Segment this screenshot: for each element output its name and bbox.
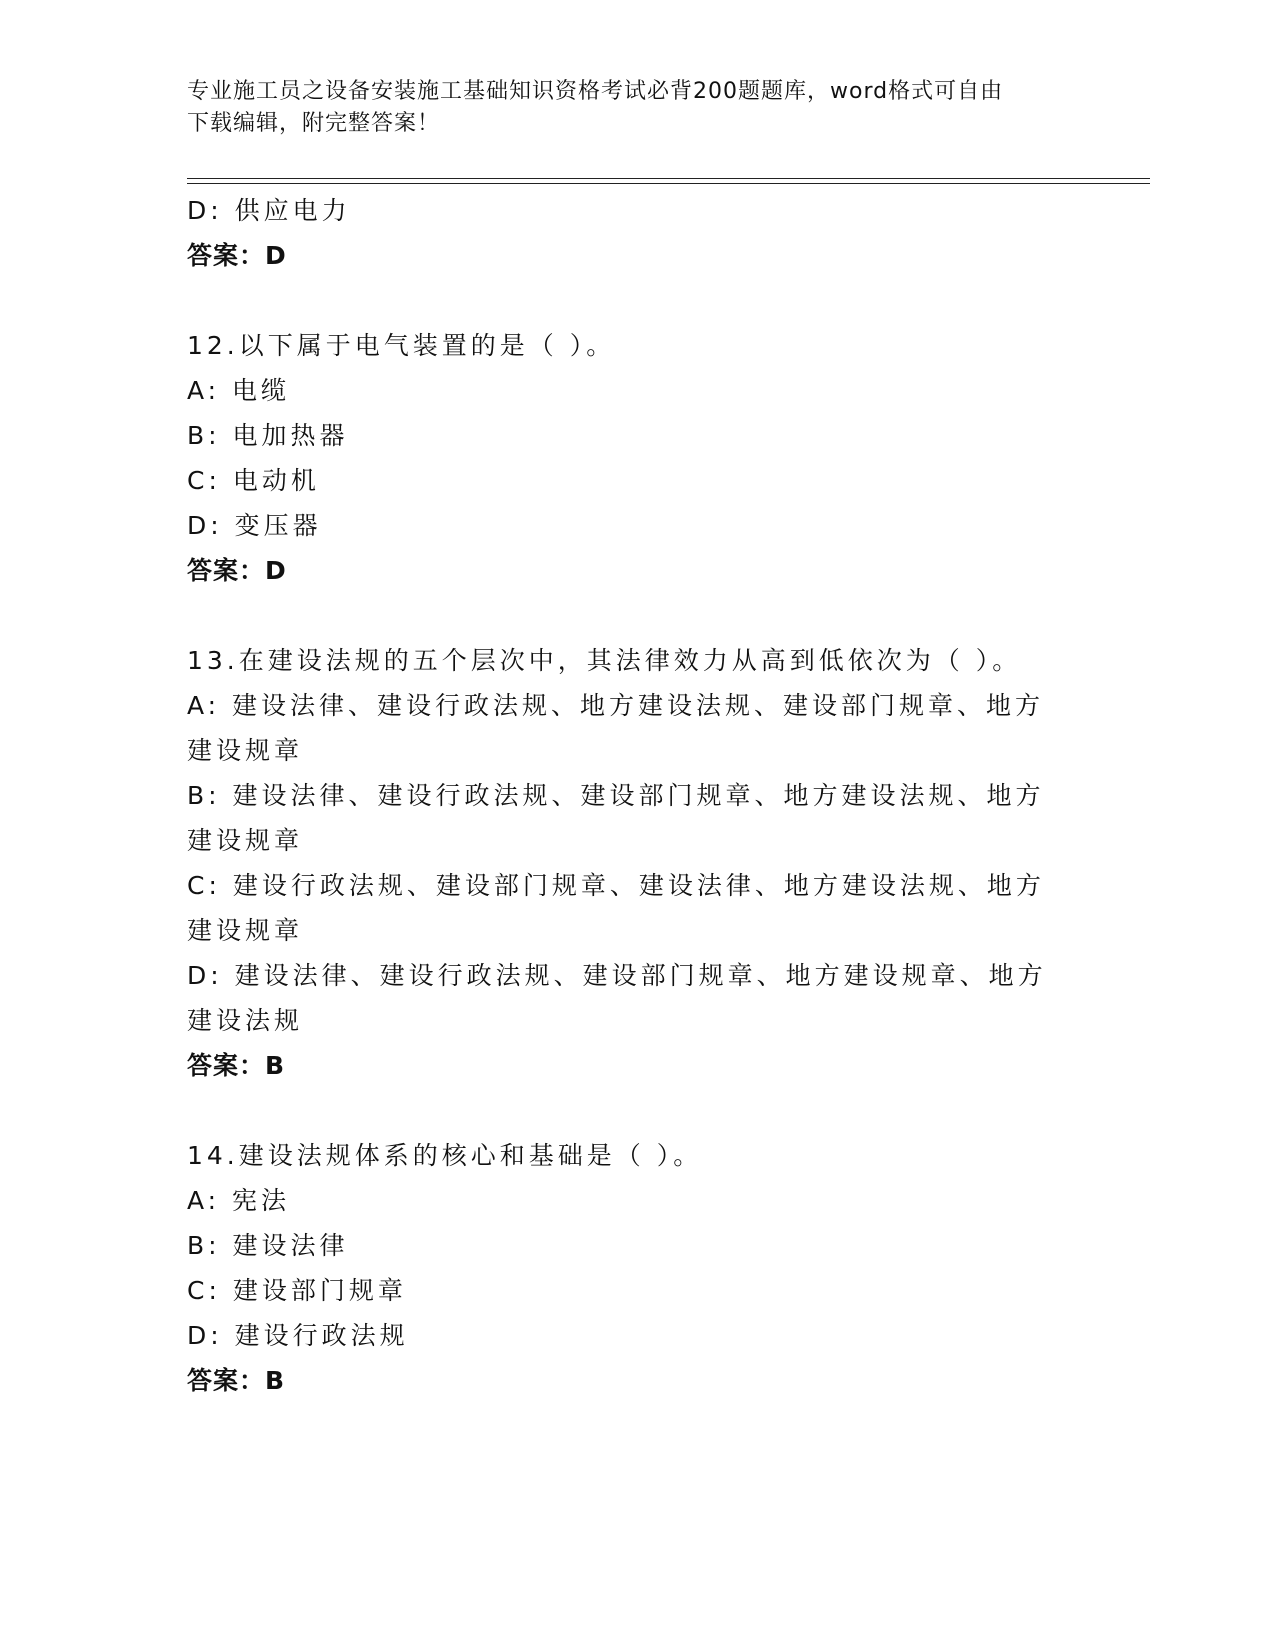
option-d: D: 变压器 — [187, 511, 322, 540]
option-b: B: 建设法律、建设行政法规、建设部门规章、地方建设法规、地方建设规章 — [187, 781, 1045, 855]
option-c: C: 电动机 — [187, 466, 320, 495]
header-line-2: 下载编辑，附完整答案！ — [187, 111, 441, 136]
option-d: D: 建设法律、建设行政法规、建设部门规章、地方建设规章、地方建设法规 — [187, 961, 1047, 1035]
option-c: C: 建设部门规章 — [187, 1276, 407, 1305]
question-title: 13.在建设法规的五个层次中，其法律效力从高到低依次为（ ）。 — [187, 646, 1022, 675]
option-d: D: 供应电力 — [187, 196, 351, 225]
answer-line: 答案：B — [187, 1051, 286, 1080]
question-14 — [187, 1133, 1087, 1403]
header-rule-bottom — [187, 183, 1150, 184]
question-title: 12.以下属于电气装置的是（ ）。 — [187, 331, 616, 360]
option-d: D: 建设行政法规 — [187, 1321, 409, 1350]
header-line-1: 专业施工员之设备安装施工基础知识资格考试必背200题题库，word格式可自由 — [187, 79, 1004, 104]
answer-line: 答案：D — [187, 556, 287, 585]
question-13 — [187, 638, 1087, 1088]
option-a: A: 电缆 — [187, 376, 291, 405]
question-title: 14.建设法规体系的核心和基础是（ ）。 — [187, 1141, 703, 1170]
option-c: C: 建设行政法规、建设部门规章、建设法律、地方建设法规、地方建设规章 — [187, 871, 1045, 945]
document-header — [187, 76, 1087, 140]
answer-line: 答案：B — [187, 1366, 286, 1395]
option-a: A: 建设法律、建设行政法规、地方建设法规、建设部门规章、地方建设规章 — [187, 691, 1045, 765]
option-a: A: 宪法 — [187, 1186, 291, 1215]
header-rule-top — [187, 178, 1150, 179]
previous-question-tail — [187, 188, 1087, 278]
question-12 — [187, 323, 1087, 593]
question-content — [187, 188, 1087, 1403]
option-b: B: 建设法律 — [187, 1231, 349, 1260]
answer-line: 答案：D — [187, 241, 287, 270]
option-b: B: 电加热器 — [187, 421, 349, 450]
